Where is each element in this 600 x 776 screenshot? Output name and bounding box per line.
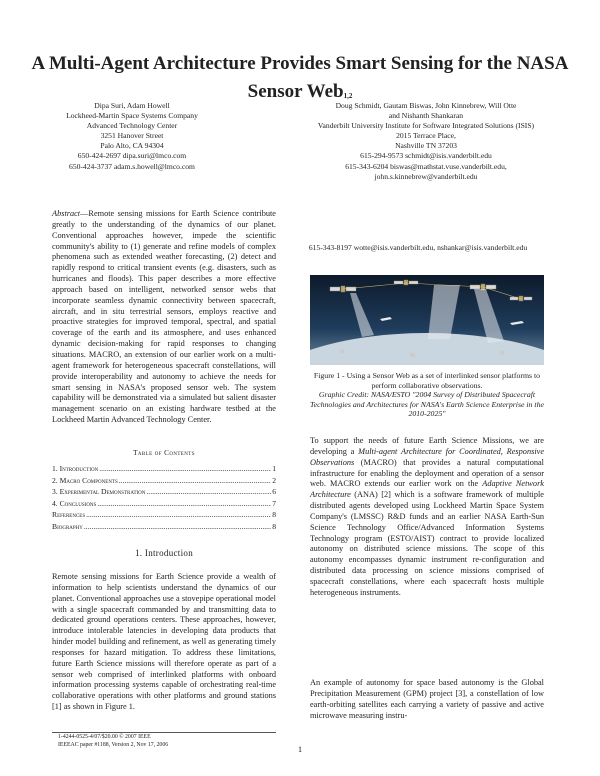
caption-text: Figure 1 - Using a Sensor Web as a set of interlinked sensor platforms to perform collaborative observations. [313, 371, 541, 390]
author-line: Nashville TN 37203 [395, 141, 457, 151]
page-number: 1 [297, 744, 303, 754]
author-line: 650-424-2697 dipa.suri@lmco.com [77, 151, 187, 161]
figure-caption [310, 371, 544, 419]
author-line: Vanderbilt University Institute for Software Integrated Solutions (ISIS) [317, 121, 535, 131]
abstract [52, 209, 276, 426]
footnote: IEEEAC paper #1188, Version 2, Nov 17, 2006 [58, 741, 169, 748]
author-block-left [28, 101, 236, 172]
abstract-text: —Remote sensing missions for Earth Science contribute greatly to the understanding of the dynamics of our planet. Conventional approaches however, impede the scientific community's ability to (1) generate and refine models of complex phenomena such as extended weather forecasting, (2) detect and rapidly respond to critical transient events (e.g. disasters, such as hurricanes and floods). This paper describes a more effective approach based on intelligent, networked sensor webs that incorporate seamless dynamic connectivity between spacecraft, aircraft, and in situ terrestrial sensors, employs reactive and proactive strategies for improved temporal, spectral, and spatial coverage of the earth and its atmosphere, and uses enhanced dynamic decision-making for rapid responses to changing situations. MACRO, an extension of our earlier work on a multi-agent framework for heterogeneous spacecraft constellations, will provide interoperability and autonomy to achieve the needs for smart sensing in NASA's proposed sensor web. The system capability will be demonstrated via a simulated but salient disaster management scenario on an existing hardware testbed at the Lockheed Martin Advanced Technology Center. [52, 209, 276, 425]
author-line: Dipa Suri, Adam Howell [94, 101, 170, 110]
author-block-right [268, 101, 584, 182]
toc-item[interactable]: 2. Macro Components ..... 2 [52, 475, 276, 487]
author-line: 2015 Terrace Place, [396, 131, 456, 141]
toc-item[interactable]: 1. Introduction ..... 1 [52, 463, 276, 475]
author-line: 650-424-3737 adam.s.howell@lmco.com [69, 161, 195, 171]
toc-item[interactable]: 4. Conclusions ..... 7 [52, 498, 276, 510]
toc-title: Table of Contents [133, 449, 195, 457]
sensor-web-figure [310, 275, 544, 365]
author-line: 615-294-9573 schmidt@isis.vanderbilt.edu [360, 151, 492, 161]
toc-item[interactable]: 3. Experimental Demonstration ..... 6 [52, 486, 276, 498]
author-line: john.s.kinnebrew@vanderbilt.edu [374, 171, 478, 181]
section-heading: 1. Introduction [135, 548, 193, 558]
caption-credit: Graphic Credit: NASA/ESTO "2004 Survey of Distributed Spacecraft Technologies and Architectures for NASA's Earth Science Enterprise in the 2010-2025" [310, 390, 544, 419]
intro-paragraph: Remote sensing missions for Earth Science provide a wealth of information to help scientists understand the dynamics of our planet. Conventional approaches use a stovepipe operational model with a single spacecraft commanded by and transmitting data to dedicated ground operations centers. These approaches, however, introduce intolerable latencies in developing data products that hinder model building and refinement, as well as generating timely responses for hazard mitigation. To address these limitations, future Earth Science missions will therefore operate as part of a sensor web comprised of interlinked platforms with onboard information processing systems capable of orchestrating real-time collaborative operations with other platforms and ground stations [1] as shown in Figure 1. [52, 572, 276, 712]
macro-paragraph: To support the needs of future Earth Science Missions, we are developing a Multi-agent Architecture for Coordinated, Responsive Observations (MACRO) that provides a natural computational infrastructure for enabling the deployment and operation of a sensor web. MACRO extends our earlier work on the Adaptive Network Architecture (ANA) [2] which is a software framework of multiple distributed agents developed using Lockheed Martin Space System Company's (LMSSC) R&D funds and an earlier NASA Earth-Sun Science Technology Office/Advanced Information Systems Technology program (ESTO/AIST) contract to provide localized autonomy on distributed science missions. The scope of this autonomy encompasses dynamic instrument re-configuration and distributed data processing on science missions comprised of spacecraft constellations, where each spacecraft hosts multiple heterogeneous instruments. [310, 436, 544, 597]
title-footnote-marker: 1,2 [343, 92, 353, 100]
author-line: Advanced Technology Center [86, 121, 178, 131]
gpm-paragraph: An example of autonomy for space based autonomy is the Global Precipitation Measurement (GPM) project [3], a constellation of low earth-orbiting satellites each carrying a variety of passive and active microwave measuring instru- [310, 678, 544, 720]
paper-title: A Multi-Agent Architecture Provides Smart Sensing for the NASA Sensor Web$^{1,2}$ [31, 53, 569, 102]
author-line: and Nishanth Shankaran [388, 111, 464, 121]
author-line: 615-343-6204 biswas@mathstat.vuse.vanderbilt.edu, [345, 161, 507, 171]
author-line: Palo Alto, CA 94304 [100, 141, 164, 151]
footnote: 1-4244-0525-4/07/$20.00 © 2007 IEEE [58, 734, 151, 740]
author-line: Doug Schmidt, Gautam Biswas, John Kinnebrew, Will Otte [335, 101, 517, 110]
author-line: 3251 Hanover Street [100, 131, 164, 141]
author-line: Lockheed-Martin Space Systems Company [66, 111, 198, 121]
toc-item[interactable]: Biography ..... 8 [52, 521, 276, 533]
author-contact-line: 615-343-8197 wotte@isis.vanderbilt.edu, nshankar@isis.vanderbilt.edu [308, 243, 528, 252]
toc-item[interactable]: References ..... 8 [52, 509, 276, 521]
abstract-lead: Abstract [52, 209, 81, 218]
footnotes [52, 732, 276, 749]
table-of-contents [52, 463, 276, 533]
